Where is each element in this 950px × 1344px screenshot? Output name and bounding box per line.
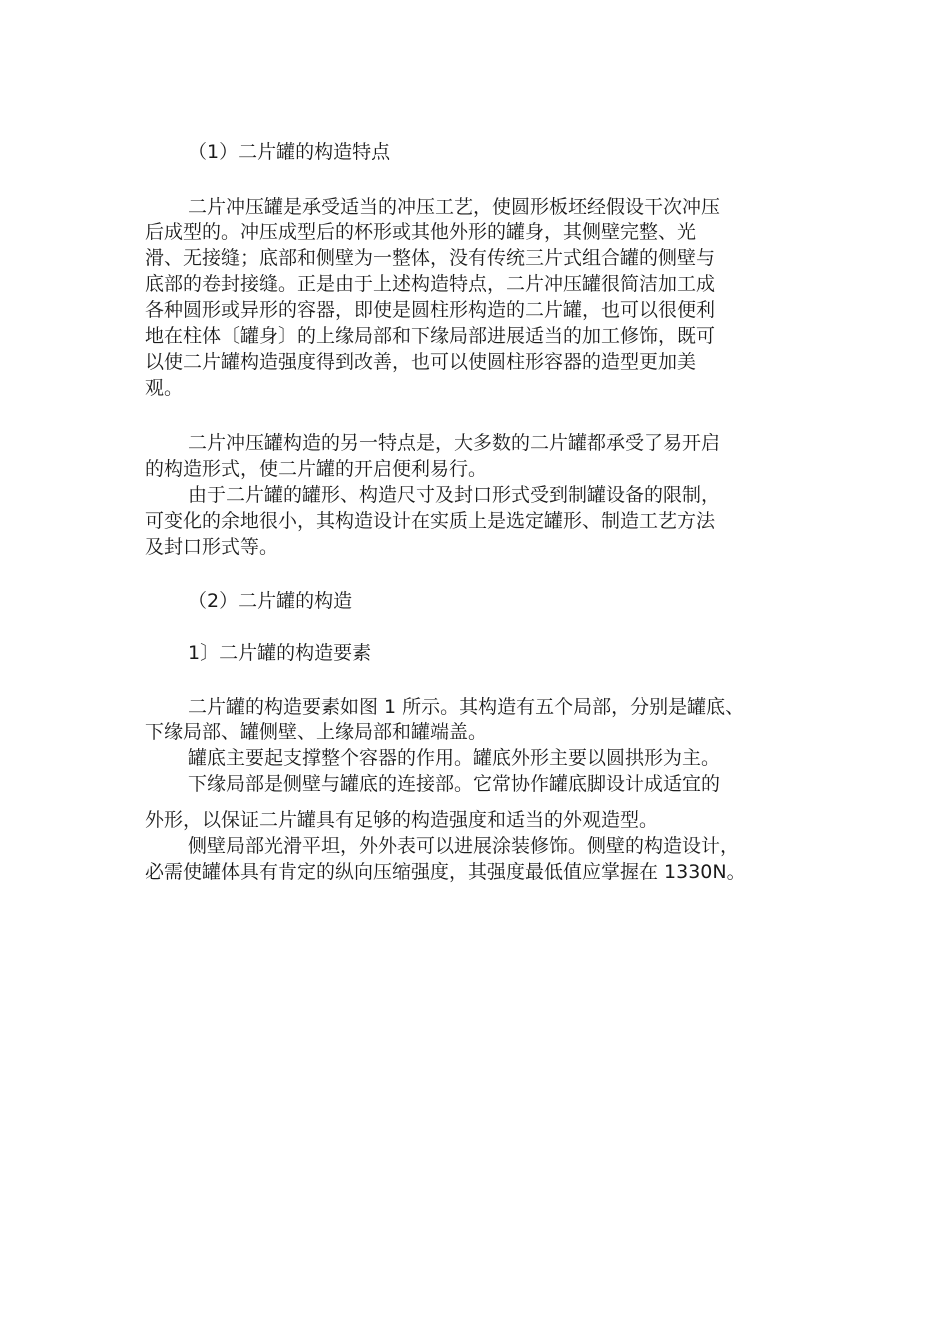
- paragraph-line: 外形，以保证二片罐具有足够的构造强度和适当的外观造型。: [145, 809, 659, 831]
- paragraph-line: 二片罐的构造要素如图 1 所示。其构造有五个局部，分别是罐底、: [188, 696, 745, 718]
- paragraph-line: 必需使罐体具有肯定的纵向压缩强度，其强度最低值应掌握在 1330N。: [145, 861, 746, 883]
- paragraph-line: 的构造形式，使二片罐的开启便利易行。: [145, 458, 488, 480]
- paragraph-line: 下缘局部是侧壁与罐底的连接部。它常协作罐底脚设计成适宜的: [188, 773, 721, 795]
- paragraph-line: 二片冲压罐是承受适当的冲压工艺，使圆形板坯经假设干次冲压: [188, 196, 721, 218]
- paragraph-line: 下缘局部、罐侧壁、上缘局部和罐端盖。: [145, 721, 488, 743]
- paragraph-line: 及封口形式等。: [145, 536, 279, 558]
- paragraph-line: 可变化的余地很小，其构造设计在实质上是选定罐形、制造工艺方法: [145, 510, 716, 532]
- paragraph-line: 以使二片罐构造强度得到改善，也可以使圆柱形容器的造型更加美: [145, 351, 697, 373]
- paragraph-line: 各种圆形或异形的容器，即使是圆柱形构造的二片罐，也可以很便利: [145, 299, 716, 321]
- subsection-heading: 1〕二片罐的构造要素: [188, 642, 372, 664]
- paragraph-line: 地在柱体〔罐身〕的上缘局部和下缘局部进展适当的加工修饰，既可: [145, 325, 716, 347]
- paragraph-line: 二片冲压罐构造的另一特点是，大多数的二片罐都承受了易开启: [188, 432, 721, 454]
- section-heading-2: （2）二片罐的构造: [188, 590, 353, 612]
- paragraph-line: 底部的卷封接缝。正是由于上述构造特点，二片冲压罐很简洁加工成: [145, 273, 716, 295]
- paragraph-line: 侧壁局部光滑平坦，外外表可以进展涂装修饰。侧壁的构造设计，: [188, 835, 740, 857]
- paragraph-line: 由于二片罐的罐形、构造尺寸及封口形式受到制罐设备的限制，: [188, 484, 721, 506]
- paragraph-line: 罐底主要起支撑整个容器的作用。罐底外形主要以圆拱形为主。: [188, 747, 721, 769]
- section-heading-1: （1）二片罐的构造特点: [188, 141, 391, 163]
- paragraph-line: 滑、无接缝；底部和侧壁为一整体，没有传统三片式组合罐的侧壁与: [145, 247, 716, 269]
- paragraph-line: 观。: [145, 377, 184, 399]
- paragraph-line: 后成型的。冲压成型后的杯形或其他外形的罐身，其侧壁完整、光: [145, 221, 697, 243]
